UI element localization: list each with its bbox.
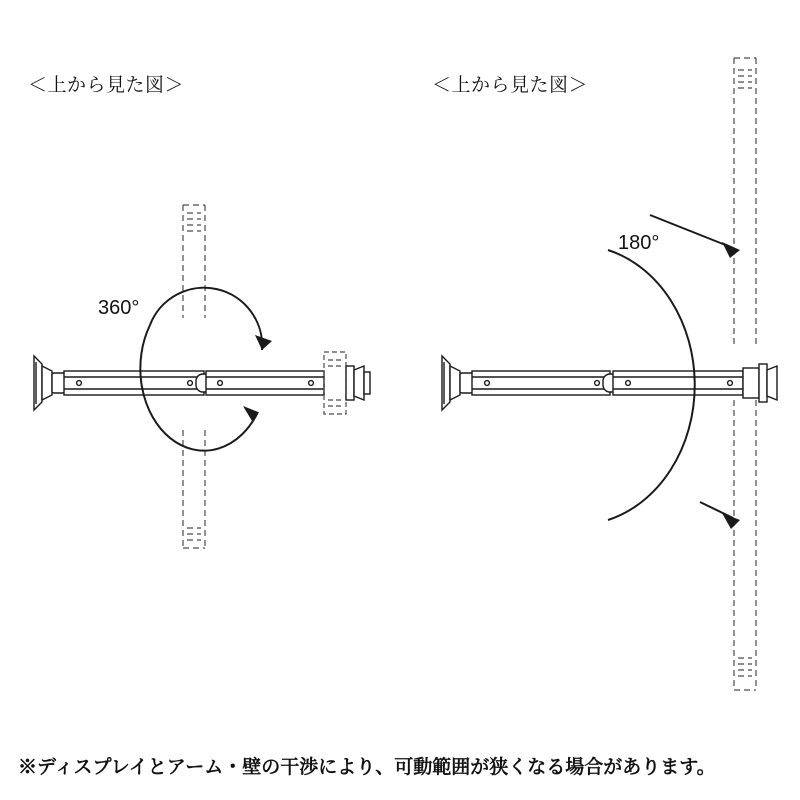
- arm-second-segment: [613, 371, 743, 395]
- arm-first-segment: [64, 371, 204, 395]
- leader-line-lower: [700, 502, 733, 518]
- diagram-360-svg: [0, 0, 400, 740]
- display-outline-dashed: [734, 58, 756, 348]
- arm-second-segment: [206, 371, 324, 395]
- wall-mount-plate: [442, 356, 474, 410]
- arm-first-segment: [472, 371, 610, 395]
- footnote-text: ※ディスプレイとアーム・壁の干渉により、可動範囲が狭くなる場合があります。: [18, 757, 716, 778]
- panel-top-view-180: [400, 0, 800, 740]
- wall-mount-plate: [34, 356, 66, 410]
- rotation-arrow-upper: [150, 288, 262, 350]
- display-vesa-mount: [324, 352, 346, 414]
- panel-top-view-360: [0, 0, 400, 740]
- diagram-180-svg: [400, 0, 800, 740]
- display-outline-dashed-lower: [734, 400, 756, 690]
- display-outline-dashed: [183, 205, 205, 318]
- leader-line-upper: [650, 215, 733, 248]
- panel-title: ＜上から見た図＞: [28, 75, 185, 96]
- display-mount-head: [346, 366, 370, 400]
- display-vesa-mount: [743, 364, 777, 402]
- angle-label-360: 360°: [98, 297, 140, 319]
- angle-label-180: 180°: [618, 232, 660, 254]
- arrowhead-lower: [243, 406, 258, 421]
- arrowhead-upper: [255, 335, 272, 350]
- arrowhead-180-lower: [722, 513, 740, 529]
- panel-title: ＜上から見た図＞: [432, 75, 589, 96]
